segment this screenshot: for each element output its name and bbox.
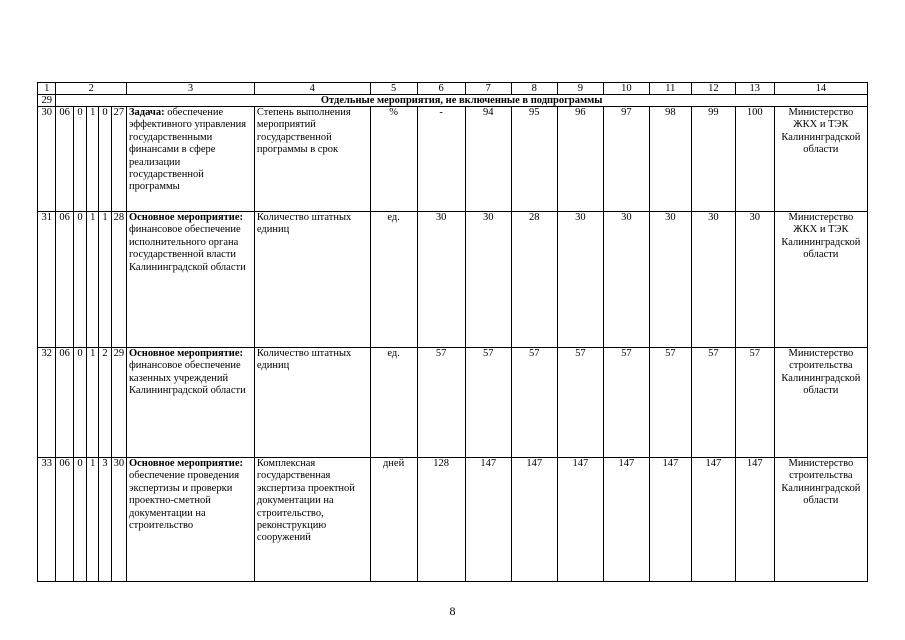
- activity-type: Основное мероприятие:: [128, 458, 243, 469]
- indicator-cell: Количество штатных единиц: [254, 212, 370, 348]
- value-cell: 147: [735, 458, 774, 582]
- indicator-cell: Комплексная государственная экспертиза проектной документации на строительство, реконструкцию сооружений: [254, 458, 370, 582]
- value-cell: 30: [735, 212, 774, 348]
- code-cell: 3: [99, 458, 111, 582]
- code-cell: 0: [73, 348, 86, 458]
- value-cell: 147: [557, 458, 603, 582]
- value-cell: 57: [511, 348, 557, 458]
- value-cell: 28: [511, 212, 557, 348]
- value-cell: 57: [417, 348, 465, 458]
- header-cell: 2: [56, 83, 127, 95]
- header-cell: 6: [417, 83, 465, 95]
- page-number: 8: [449, 604, 456, 618]
- code-cell: 1: [87, 107, 99, 212]
- executor-cell: Министерство ЖКХ и ТЭК Калининградской области: [774, 212, 867, 348]
- header-cell: 5: [370, 83, 417, 95]
- code-cell: 1: [99, 212, 111, 348]
- row-number: 30: [38, 107, 56, 212]
- executor-cell: Министерство ЖКХ и ТЭК Калининградской области: [774, 107, 867, 212]
- activity-type: Основное мероприятие:: [128, 212, 243, 223]
- activity-description: финансовое обеспечение исполнительного органа государственной власти Калининградской области: [128, 224, 246, 273]
- executor-cell: Министерство строительства Калининградской области: [774, 348, 867, 458]
- unit-cell: дней: [370, 458, 417, 582]
- code-cell: 06: [56, 458, 73, 582]
- activity-description: финансовое обеспечение казенных учреждений Калининградской области: [128, 360, 246, 397]
- header-cell: 12: [691, 83, 735, 95]
- value-cell: 30: [557, 212, 603, 348]
- header-cell: 9: [557, 83, 603, 95]
- activity-cell: [126, 458, 254, 582]
- value-cell: 128: [417, 458, 465, 582]
- value-cell: 57: [603, 348, 649, 458]
- value-cell: 30: [417, 212, 465, 348]
- header-cell: 10: [603, 83, 649, 95]
- value-cell: 30: [649, 212, 691, 348]
- row-number: 31: [38, 212, 56, 348]
- value-cell: 30: [465, 212, 511, 348]
- section-number: 29: [38, 95, 56, 107]
- unit-cell: %: [370, 107, 417, 212]
- value-cell: 57: [557, 348, 603, 458]
- value-cell: 98: [649, 107, 691, 212]
- value-cell: 94: [465, 107, 511, 212]
- code-cell: 0: [73, 107, 86, 212]
- code-cell: 1: [87, 458, 99, 582]
- code-cell: 27: [111, 107, 126, 212]
- header-cell: 1: [38, 83, 56, 95]
- value-cell: 97: [603, 107, 649, 212]
- code-cell: 06: [56, 212, 73, 348]
- code-cell: 2: [99, 348, 111, 458]
- value-cell: 57: [735, 348, 774, 458]
- activity-description: обеспечение проведения экспертизы и проверки проектно-сметной документации на строительство: [128, 470, 240, 532]
- executor-cell: Министерство строительства Калининградской области: [774, 458, 867, 582]
- code-cell: 1: [87, 348, 99, 458]
- code-cell: 29: [111, 348, 126, 458]
- value-cell: 100: [735, 107, 774, 212]
- unit-cell: ед.: [370, 348, 417, 458]
- table-row: [38, 458, 868, 582]
- code-cell: 28: [111, 212, 126, 348]
- value-cell: 57: [649, 348, 691, 458]
- activity-cell: [126, 107, 254, 212]
- value-cell: 57: [465, 348, 511, 458]
- unit-cell: ед.: [370, 212, 417, 348]
- activity-cell: [126, 348, 254, 458]
- code-cell: 0: [99, 107, 111, 212]
- row-number: 32: [38, 348, 56, 458]
- code-cell: 0: [73, 458, 86, 582]
- header-cell: 13: [735, 83, 774, 95]
- header-cell: 8: [511, 83, 557, 95]
- value-cell: 57: [691, 348, 735, 458]
- value-cell: 147: [603, 458, 649, 582]
- activity-cell: [126, 212, 254, 348]
- code-cell: 30: [111, 458, 126, 582]
- value-cell: -: [417, 107, 465, 212]
- header-cell: 4: [254, 83, 370, 95]
- table-row: [38, 348, 868, 458]
- activity-type: Задача:: [128, 107, 165, 118]
- activity-description: обеспечение эффективного управления государственными финансами в сфере реализации государственной программы: [128, 107, 247, 193]
- table-row: [38, 107, 868, 212]
- value-cell: 147: [465, 458, 511, 582]
- section-row: [38, 95, 868, 107]
- activity-type: Основное мероприятие:: [128, 348, 243, 359]
- code-cell: 1: [87, 212, 99, 348]
- code-cell: 0: [73, 212, 86, 348]
- header-cell: 7: [465, 83, 511, 95]
- value-cell: 95: [511, 107, 557, 212]
- code-cell: 06: [56, 348, 73, 458]
- value-cell: 147: [649, 458, 691, 582]
- section-title: Отдельные мероприятия, не включенные в подпрограммы: [56, 95, 868, 107]
- program-indicators-table: [37, 82, 868, 582]
- value-cell: 99: [691, 107, 735, 212]
- indicator-cell: Количество штатных единиц: [254, 348, 370, 458]
- row-number: 33: [38, 458, 56, 582]
- value-cell: 30: [603, 212, 649, 348]
- value-cell: 96: [557, 107, 603, 212]
- header-cell: 11: [649, 83, 691, 95]
- header-row: [38, 83, 868, 95]
- table-row: [38, 212, 868, 348]
- value-cell: 30: [691, 212, 735, 348]
- header-cell: 14: [774, 83, 867, 95]
- indicator-cell: Степень выполнения мероприятий государственной программы в срок: [254, 107, 370, 212]
- value-cell: 147: [511, 458, 557, 582]
- header-cell: 3: [126, 83, 254, 95]
- value-cell: 147: [691, 458, 735, 582]
- code-cell: 06: [56, 107, 73, 212]
